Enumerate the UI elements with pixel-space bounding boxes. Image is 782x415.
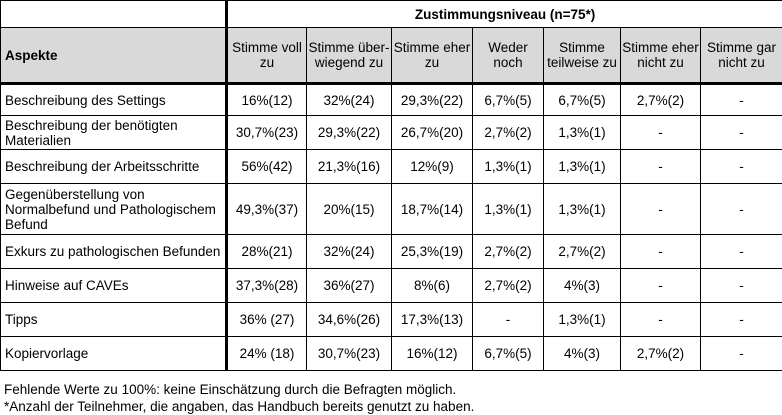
value-cell: - — [621, 150, 701, 184]
aspect-cell: Exkurs zu pathologischen Befunden — [1, 235, 227, 269]
table-body — [1, 1, 782, 371]
column-header: Stimme eher zu — [392, 28, 473, 84]
value-cell: 30,7%(23) — [227, 116, 307, 150]
column-header: Stimme eher nicht zu — [621, 28, 701, 84]
value-cell: 2,7%(2) — [621, 84, 701, 116]
group-header: Zustimmungsniveau (n=75*) — [227, 1, 782, 28]
value-cell: 25,3%(19) — [392, 235, 473, 269]
footnotes — [4, 381, 474, 415]
value-cell: 1,3%(1) — [473, 184, 544, 235]
column-header: Weder noch — [473, 28, 544, 84]
value-cell: 4%(3) — [544, 269, 621, 303]
value-cell: - — [621, 269, 701, 303]
value-cell: 32%(24) — [307, 235, 392, 269]
value-cell: 2,7%(2) — [473, 116, 544, 150]
value-cell: - — [701, 116, 782, 150]
value-cell: 18,7%(14) — [392, 184, 473, 235]
value-cell: 2,7%(2) — [544, 235, 621, 269]
value-cell: - — [701, 84, 782, 116]
value-cell: 29,3%(22) — [307, 116, 392, 150]
value-cell: 12%(9) — [392, 150, 473, 184]
value-cell: - — [621, 184, 701, 235]
value-cell: 2,7%(2) — [621, 337, 701, 371]
table-row — [1, 235, 782, 269]
value-cell: 36% (27) — [227, 303, 307, 337]
value-cell: 2,7%(2) — [473, 235, 544, 269]
table-row — [1, 116, 782, 150]
corner-header: Aspekte — [1, 28, 227, 84]
aspect-cell: Beschreibung des Settings — [1, 84, 227, 116]
value-cell: 6,7%(5) — [544, 84, 621, 116]
value-cell: 17,3%(13) — [392, 303, 473, 337]
value-cell: 1,3%(1) — [544, 150, 621, 184]
value-cell: - — [473, 303, 544, 337]
value-cell: 1,3%(1) — [473, 150, 544, 184]
aspect-cell: Gegenüberstellung von Normalbefund und Pathologischem Befund — [1, 184, 227, 235]
aspect-cell: Kopiervorlage — [1, 337, 227, 371]
value-cell: 16%(12) — [227, 84, 307, 116]
value-cell: 30,7%(23) — [307, 337, 392, 371]
column-header: Stimme teilweise zu — [544, 28, 621, 84]
value-cell: 1,3%(1) — [544, 116, 621, 150]
table-row — [1, 303, 782, 337]
value-cell: 21,3%(16) — [307, 150, 392, 184]
value-cell: - — [701, 184, 782, 235]
table-row — [1, 150, 782, 184]
value-cell: - — [701, 337, 782, 371]
value-cell: - — [621, 235, 701, 269]
empty-corner-cell — [1, 1, 227, 28]
value-cell: 16%(12) — [392, 337, 473, 371]
value-cell: 49,3%(37) — [227, 184, 307, 235]
aspect-cell: Beschreibung der benötigten Materialien — [1, 116, 227, 150]
value-cell: - — [621, 116, 701, 150]
value-cell: - — [701, 150, 782, 184]
footnote: Fehlende Werte zu 100%: keine Einschätzung durch die Befragten möglich. — [4, 382, 457, 397]
column-header: Stimme gar nicht zu — [701, 28, 782, 84]
value-cell: 1,3%(1) — [544, 303, 621, 337]
value-cell: 2,7%(2) — [473, 269, 544, 303]
value-cell: - — [701, 235, 782, 269]
value-cell: 34,6%(26) — [307, 303, 392, 337]
aspect-cell: Beschreibung der Arbeitsschritte — [1, 150, 227, 184]
table-row — [1, 269, 782, 303]
column-header: Stimme voll zu — [227, 28, 307, 84]
value-cell: 56%(42) — [227, 150, 307, 184]
value-cell: 28%(21) — [227, 235, 307, 269]
table-row — [1, 184, 782, 235]
value-cell: - — [621, 303, 701, 337]
value-cell: 26,7%(20) — [392, 116, 473, 150]
column-header: Stimme über-wiegend zu — [307, 28, 392, 84]
value-cell: - — [701, 269, 782, 303]
value-cell: 1,3%(1) — [544, 184, 621, 235]
value-cell: - — [701, 303, 782, 337]
value-cell: 6,7%(5) — [473, 84, 544, 116]
value-cell: 29,3%(22) — [392, 84, 473, 116]
column-header-row — [1, 28, 782, 84]
value-cell: 8%(6) — [392, 269, 473, 303]
value-cell: 32%(24) — [307, 84, 392, 116]
value-cell: 36%(27) — [307, 269, 392, 303]
aspect-cell: Tipps — [1, 303, 227, 337]
footnote: *Anzahl der Teilnehmer, die angaben, das Handbuch bereits genutzt zu haben. — [4, 399, 475, 414]
table-row — [1, 84, 782, 116]
value-cell: 20%(15) — [307, 184, 392, 235]
aspect-cell: Hinweise auf CAVEs — [1, 269, 227, 303]
value-cell: 37,3%(28) — [227, 269, 307, 303]
group-header-row — [1, 1, 782, 28]
table-row — [1, 337, 782, 371]
value-cell: 4%(3) — [544, 337, 621, 371]
value-cell: 24% (18) — [227, 337, 307, 371]
value-cell: 6,7%(5) — [473, 337, 544, 371]
